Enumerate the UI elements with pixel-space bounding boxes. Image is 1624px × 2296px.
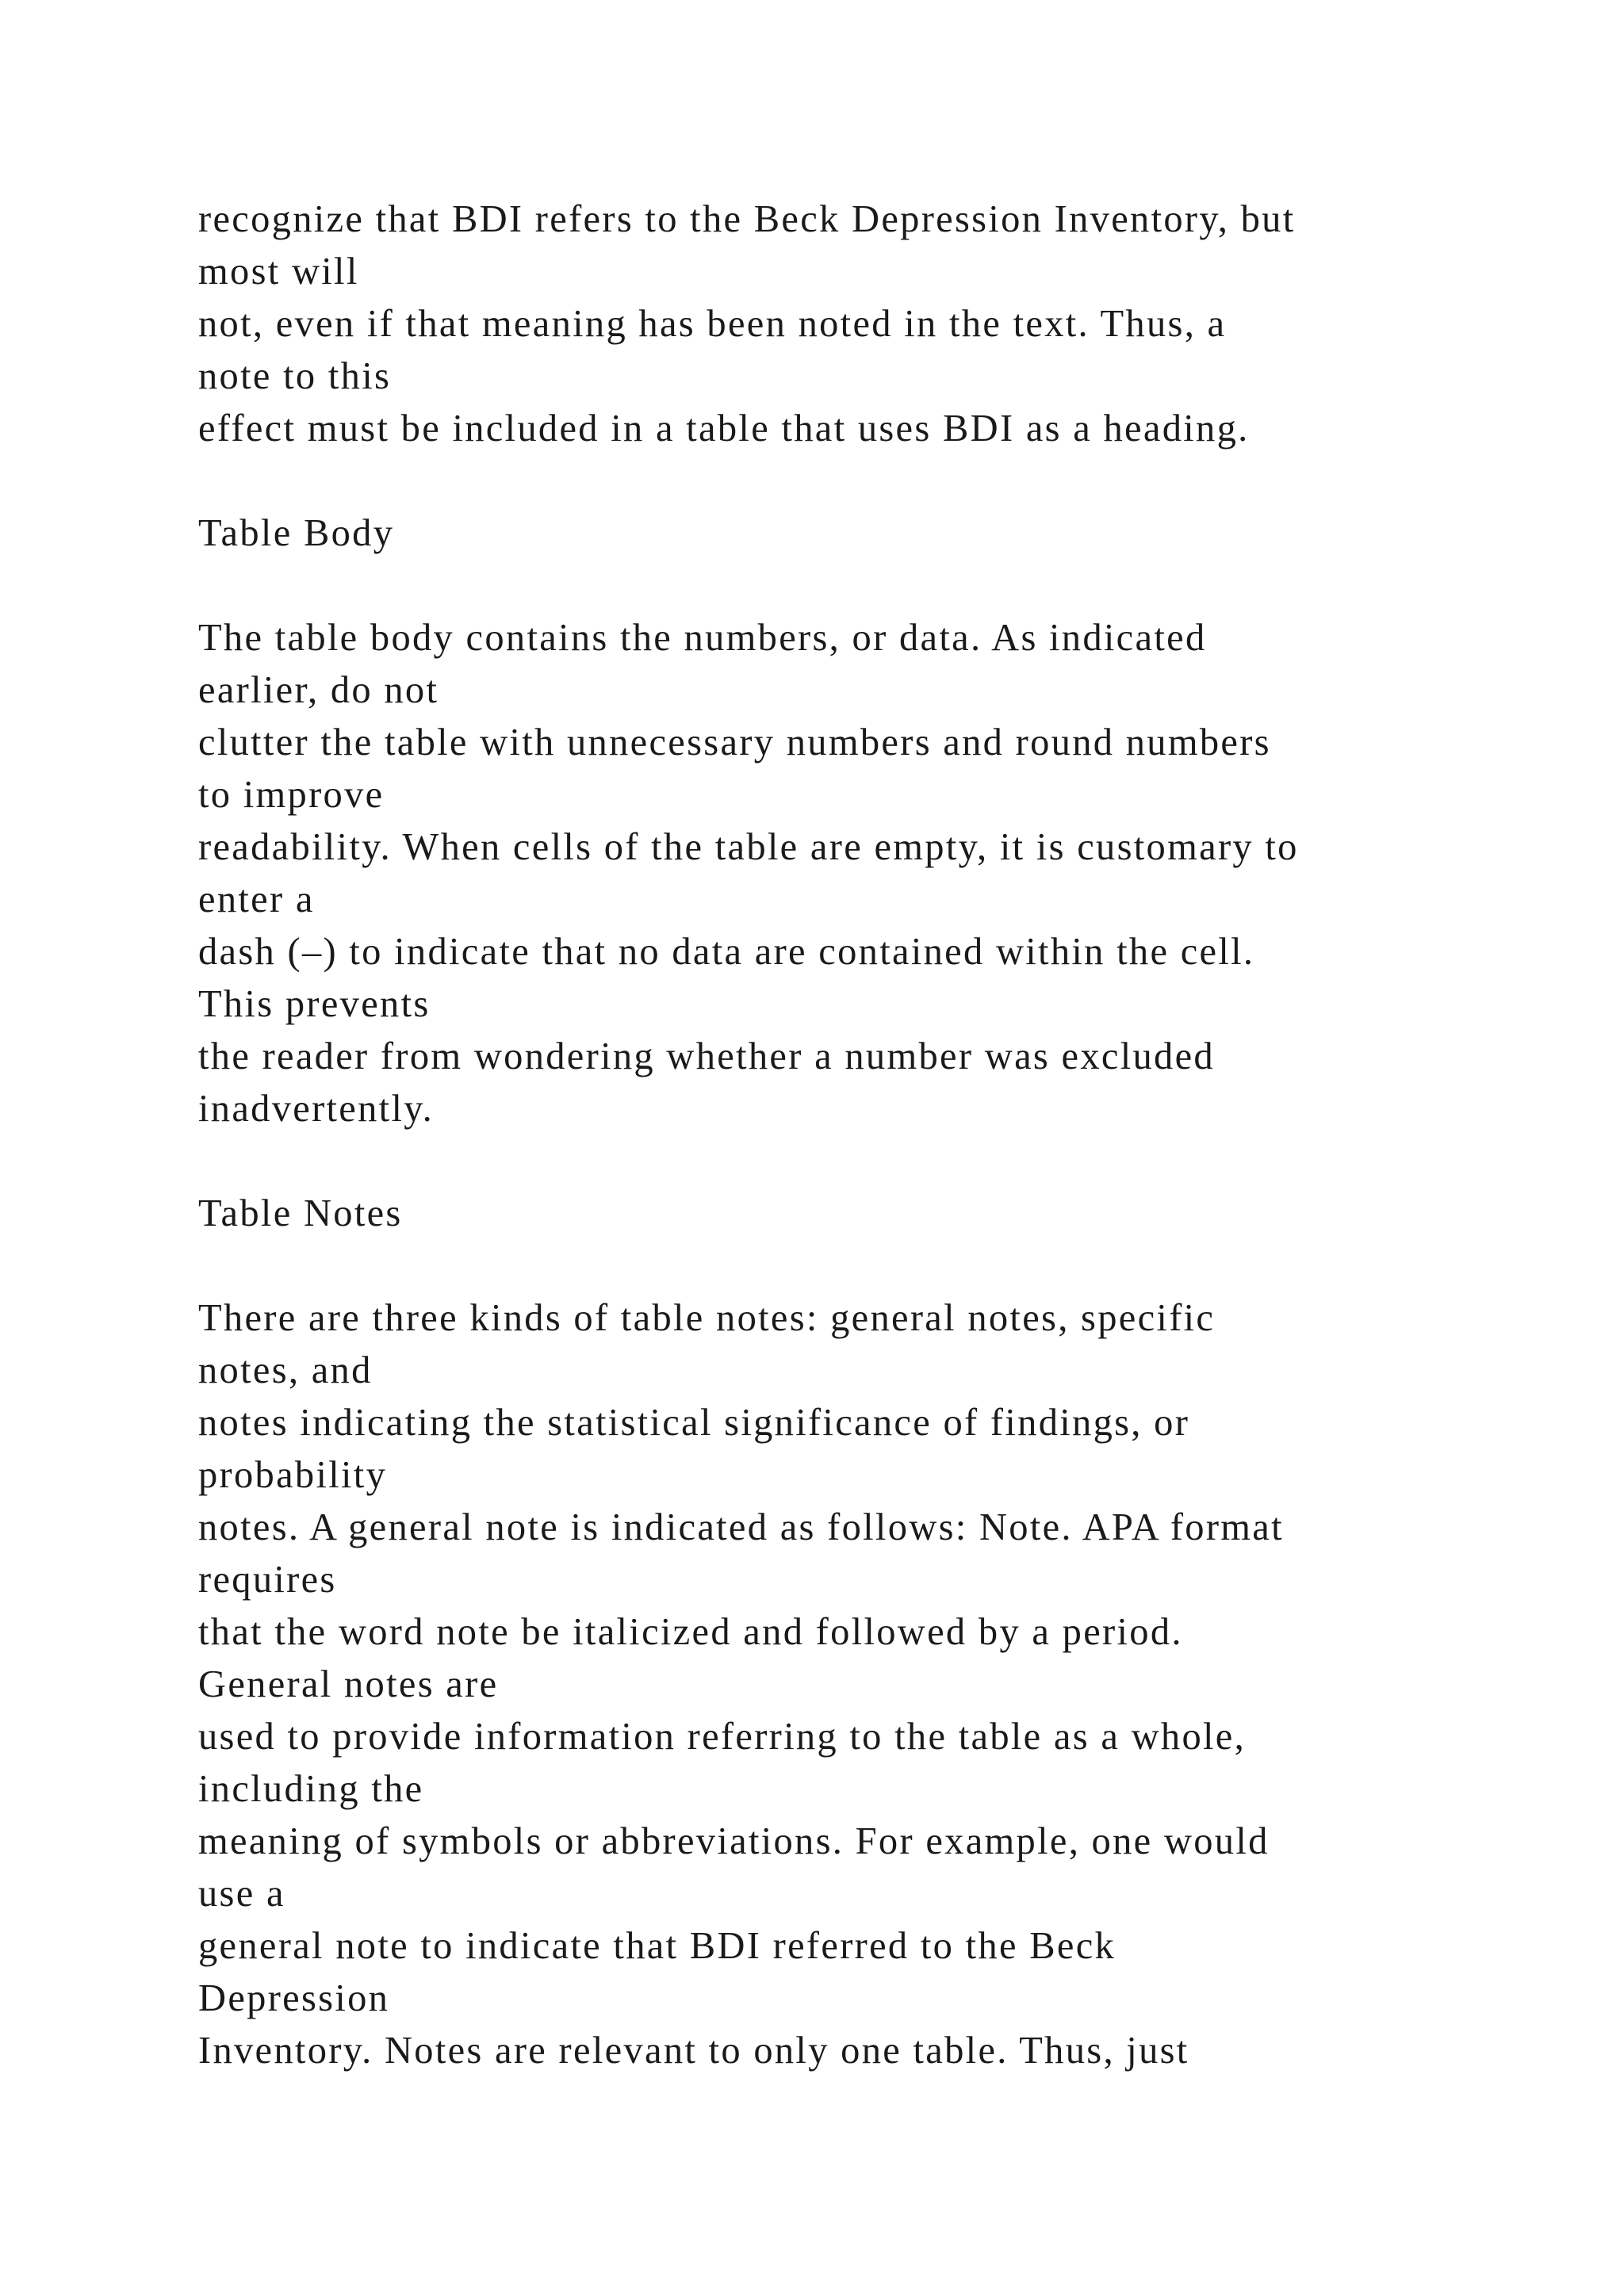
text-line: Depression [198, 1977, 390, 2019]
text-line: meaning of symbols or abbreviations. For example, one would [198, 1820, 1270, 1862]
text-line: readability. When cells of the table are empty, it is customary to [198, 826, 1299, 868]
section-heading-table-body: Table Body [198, 512, 395, 554]
section-heading-table-notes: Table Notes [198, 1192, 403, 1234]
text-line: The table body contains the numbers, or data. As indicated [198, 617, 1207, 659]
text-line: notes, and [198, 1349, 373, 1391]
blank-line [198, 560, 1499, 612]
text-line: effect must be included in a table that uses BDI as a heading. [198, 408, 1250, 450]
text-line: clutter the table with unnecessary numbers and round numbers [198, 721, 1271, 763]
text-line: the reader from wondering whether a number was excluded [198, 1035, 1215, 1077]
text-line: General notes are [198, 1663, 499, 1705]
text-line: including the [198, 1768, 424, 1810]
text-line: probability [198, 1454, 388, 1496]
text-line: note to this [198, 355, 392, 397]
text-line: dash (–) to indicate that no data are contained within the cell. [198, 931, 1255, 973]
text-line: earlier, do not [198, 669, 439, 711]
blank-line [198, 1135, 1499, 1188]
text-line: not, even if that meaning has been noted in the text. Thus, a [198, 303, 1227, 345]
document-text [198, 193, 1499, 2077]
text-line: used to provide information referring to the table as a whole, [198, 1716, 1247, 1758]
text-line: inadvertently. [198, 1088, 435, 1130]
text-line: to improve [198, 774, 385, 816]
text-line: most will [198, 251, 359, 293]
text-line: use a [198, 1873, 285, 1915]
text-line: Inventory. Notes are relevant to only one table. Thus, just [198, 2030, 1189, 2072]
text-line: general note to indicate that BDI referred to the Beck [198, 1925, 1116, 1967]
text-line: requires [198, 1559, 337, 1601]
text-line: notes indicating the statistical significance of findings, or [198, 1402, 1190, 1444]
blank-line [198, 455, 1499, 507]
text-line: There are three kinds of table notes: general notes, specific [198, 1297, 1216, 1339]
text-line: that the word note be italicized and followed by a period. [198, 1611, 1183, 1653]
blank-line [198, 1240, 1499, 1292]
text-line: notes. A general note is indicated as follows: Note. APA format [198, 1506, 1284, 1548]
text-line: enter a [198, 878, 315, 920]
text-line: This prevents [198, 983, 431, 1025]
text-line: recognize that BDI refers to the Beck Depression Inventory, but [198, 198, 1296, 240]
